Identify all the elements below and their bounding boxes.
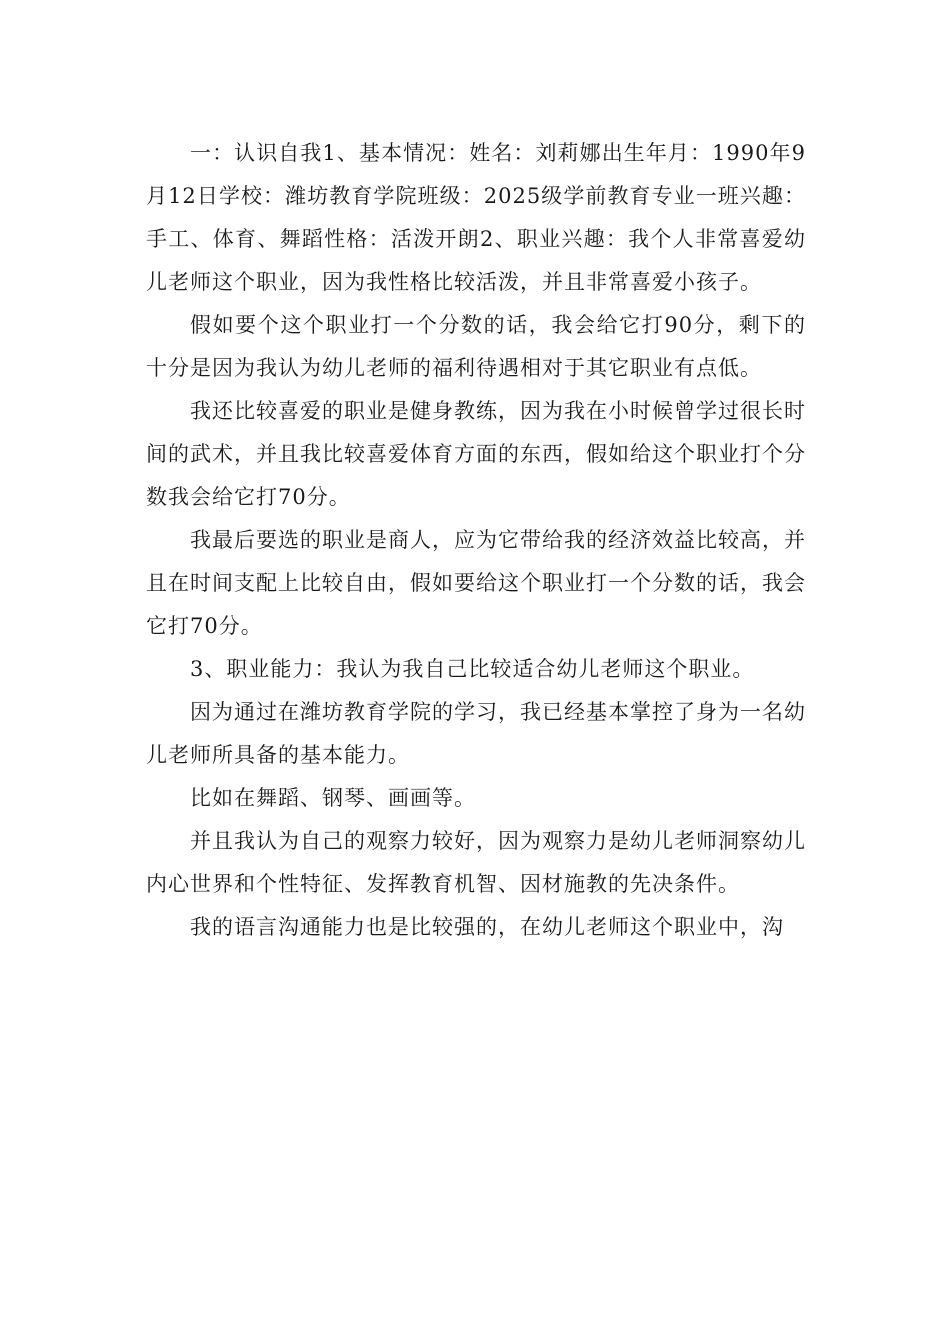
paragraph-career-ability: 3、职业能力：我认为我自己比较适合幼儿老师这个职业。 bbox=[190, 657, 755, 681]
paragraph-teacher-score: 假如要个这个职业打一个分数的话，我会给它打90分，剩下的十分是因为我认为幼儿老师的福利待遇相对于其它职业有点低。 bbox=[146, 313, 806, 380]
paragraph-study: 因为通过在潍坊教育学院的学习，我已经基本掌控了身为一名幼儿老师所具备的基本能力。 bbox=[146, 700, 806, 767]
paragraph-fitness-coach: 我还比较喜爱的职业是健身教练，因为我在小时候曾学过很长时间的武术，并且我比较喜爱体育方面的东西，假如给这个职业打个分数我会给它打70分。 bbox=[146, 399, 806, 509]
paragraph-businessman: 我最后要选的职业是商人，应为它带给我的经济效益比较高，并且在时间支配上比较自由，假如要给这个职业打一个分数的话，我会它打70分。 bbox=[146, 528, 806, 638]
paragraph-communication: 我的语言沟通能力也是比较强的，在幼儿老师这个职业中，沟 bbox=[190, 915, 784, 939]
paragraph-self-intro: 一：认识自我1、基本情况：姓名：刘莉娜出生年月：1990年9月12日学校：潍坊教育学院班级：2025级学前教育专业一班兴趣：手工、体育、舞蹈性格：活泼开朗2、职业兴趣：我个人非常喜爱幼儿老师这个职业，因为我性格比较活泼，并且非常喜爱小孩子。 bbox=[146, 141, 806, 294]
paragraph-observation: 并且我认为自己的观察力较好，因为观察力是幼儿老师洞察幼儿内心世界和个性特征、发挥教育机智、因材施教的先决条件。 bbox=[146, 829, 806, 896]
document-body bbox=[146, 132, 806, 949]
paragraph-skills: 比如在舞蹈、钢琴、画画等。 bbox=[190, 786, 476, 810]
